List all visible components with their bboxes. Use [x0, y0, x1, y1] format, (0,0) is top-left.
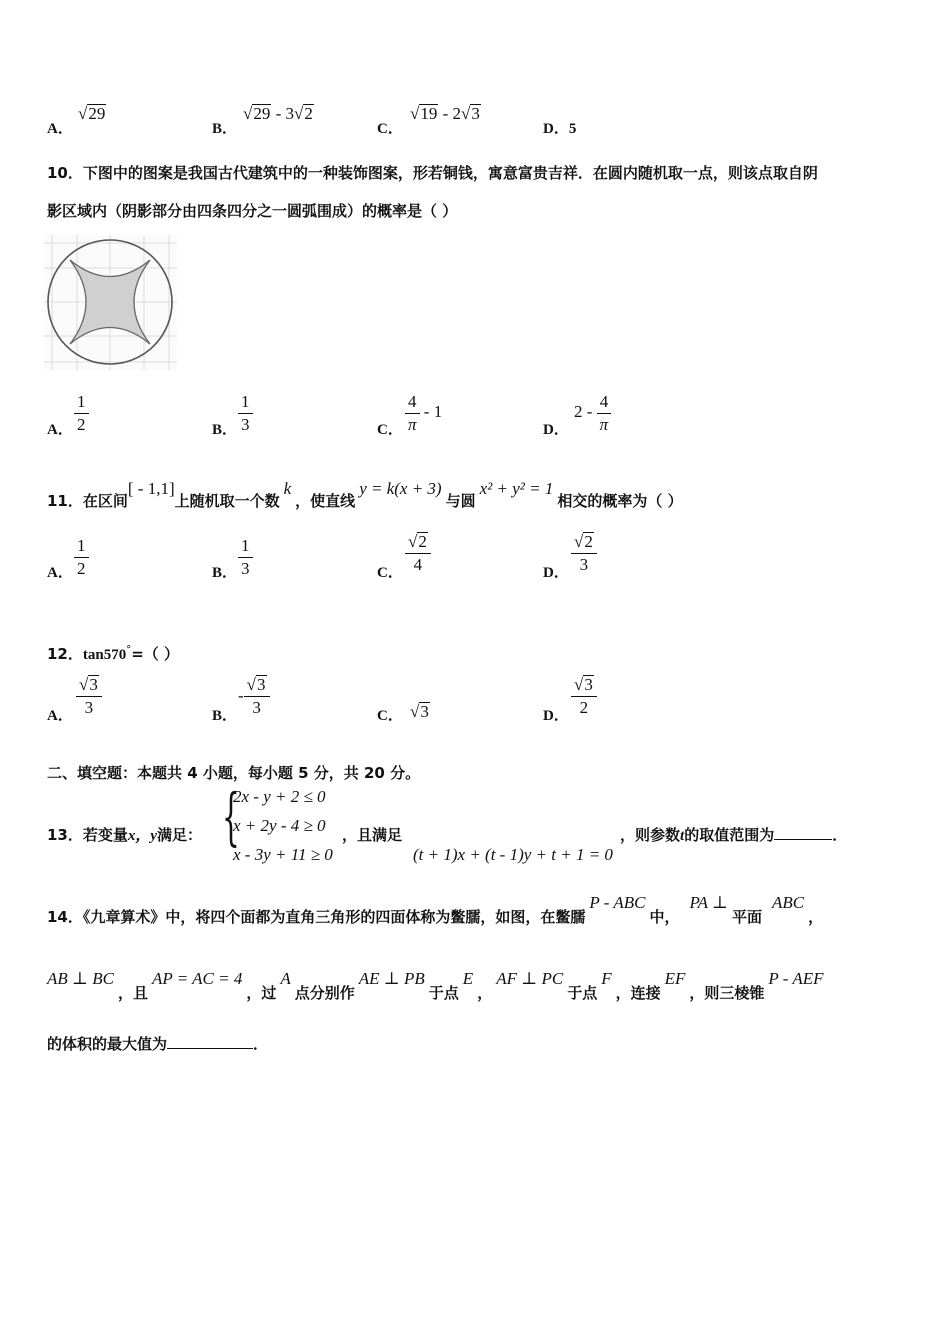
q14-text-1d: ，	[808, 908, 824, 926]
q13-prefix: 13．若变量x，y满足：	[47, 826, 203, 844]
q14-text-2g: ，连接	[615, 984, 661, 1002]
q14-text-1c: 平面	[731, 908, 762, 926]
q12-option-d-value: $\frac{√3}{2}$	[571, 675, 597, 717]
q11-option-c-value: $\frac{√2}{4}$	[405, 532, 431, 574]
q14-expr-ef: EF	[664, 969, 686, 988]
q14-text-2a: ，且	[117, 984, 148, 1002]
q11-question	[47, 478, 683, 508]
q11-mid3: 与圆	[445, 492, 476, 510]
q10-option-a-label: A．	[47, 422, 73, 438]
q14-text-2h: ，则三棱锥	[689, 984, 765, 1002]
q13-comma-condition: ，且满足	[342, 826, 403, 844]
q14-answer-blank[interactable]	[167, 1036, 253, 1049]
q12-option-a-label: A．	[47, 708, 73, 724]
q14-line3: 的体积的最大值为 ．	[47, 1035, 269, 1053]
q10-option-b-value: $\frac{1}{3}$	[238, 392, 253, 434]
q14-line2	[47, 968, 828, 1002]
q11-option-d-value: $\frac{√2}{3}$	[571, 532, 597, 574]
q13-line-equation: (t + 1)x + (t - 1)y + t + 1 = 0	[413, 845, 613, 864]
q13-inequality-2: x + 2y - 4 ≥ 0	[233, 816, 326, 835]
q11-line-equation: y = k(x + 3)	[359, 479, 442, 498]
q13-var-t: t	[680, 828, 685, 844]
q14-expr-ab-bc: AB ⊥ BC	[47, 969, 114, 988]
q11-var-k: k	[283, 479, 292, 498]
q14-expr-ae-pb: AE ⊥ PB	[358, 969, 425, 988]
q9-option-b-value: √29 - 3√2	[243, 104, 313, 123]
q12-degree: °	[126, 644, 132, 656]
q13-inequality-3: x - 3y + 11 ≥ 0	[233, 845, 333, 864]
q14-expr-pabc: P - ABC	[589, 893, 646, 912]
q14-line1	[47, 892, 823, 926]
q11-option-d-label: D．	[543, 565, 569, 581]
q9-option-a-label: A．	[47, 121, 73, 137]
q13-vars: x，y	[127, 828, 158, 844]
q12-option-c-value: √3	[410, 702, 429, 721]
q13-mid: 满足：	[157, 826, 203, 844]
q14-expr-e: E	[462, 969, 474, 988]
q12-option-a-value: $\frac{√3}{3}$	[76, 675, 102, 717]
q13-inequality-1: 2x - y + 2 ≤ 0	[233, 787, 326, 806]
q11-option-b-value: $\frac{1}{3}$	[238, 536, 253, 578]
q14-expr-abc: ABC	[771, 893, 805, 912]
q9-option-c-label: C．	[377, 121, 403, 137]
q13-tail: ，则参数t的取值范围为 ．	[620, 826, 848, 844]
q14-expr-paef: P - AEF	[768, 969, 824, 988]
q12-function: tan570	[82, 647, 127, 663]
q12-question	[47, 643, 179, 664]
q14-text-1b: 中，	[649, 908, 680, 926]
q12-suffix: =（ ）	[131, 645, 180, 663]
q14-text-2f: 于点	[567, 984, 598, 1002]
q11-interval: [ - 1,1]	[127, 479, 175, 498]
q11-option-a-value: $\frac{1}{2}$	[74, 536, 89, 578]
q11-suffix: 相交的概率为（ ）	[557, 492, 683, 510]
q11-option-b-label: B．	[212, 565, 238, 581]
q10-option-b-label: B．	[212, 422, 238, 438]
q14-expr-af-pc: AF ⊥ PC	[496, 969, 564, 988]
q10-option-d-value: 2 - $\frac{4}{\pi}$	[574, 392, 611, 434]
section2-heading: 二、填空题：本题共 4 小题，每小题 5 分，共 20 分。	[47, 764, 421, 782]
q14-expr-ap-ac: AP = AC = 4	[152, 969, 243, 988]
q11-mid2: ，使直线	[295, 492, 356, 510]
q14-expr-f: F	[601, 969, 612, 988]
q10-text-line1: 10．下图中的图案是我国古代建筑中的一种装饰图案，形若铜钱，寓意富贵吉祥．在圆内随机取一点，则该点取自阴	[47, 164, 818, 182]
q10-text-line2: 影区域内（阴影部分由四条四分之一圆弧围成）的概率是（ ）	[47, 202, 458, 220]
q14-text-2e: ，	[477, 984, 493, 1002]
q11-circle-equation: x² + y² = 1	[479, 479, 554, 498]
q9-option-a-value: √29	[78, 104, 106, 123]
q11-mid1: 上随机取一个数	[174, 492, 280, 510]
q11-option-c-label: C．	[377, 565, 403, 581]
coin-pattern-figure	[44, 235, 177, 370]
q13-answer-blank[interactable]	[774, 827, 832, 840]
q10-option-a-value: $\frac{1}{2}$	[74, 392, 89, 434]
q10-option-d-label: D．	[543, 422, 569, 438]
q12-option-b-label: B．	[212, 708, 238, 724]
q10-option-c-label: C．	[377, 422, 403, 438]
q14-expr-pa-perp: PA ⊥	[689, 893, 728, 912]
q12-option-c-label: C．	[377, 708, 403, 724]
q9-option-d-label: D．5	[543, 121, 577, 137]
q12-option-d-label: D．	[543, 708, 569, 724]
q10-option-c-value: $\frac{4}{\pi}$ - 1	[405, 392, 442, 434]
q9-option-c-value: √19 - 2√3	[410, 104, 480, 123]
q12-prefix: 12．	[47, 645, 83, 663]
q14-text-2b: ，过	[246, 984, 277, 1002]
q14-text-2d: 于点	[428, 984, 459, 1002]
q14-text-2c: 点分别作	[294, 984, 355, 1002]
q9-option-d-value: 5	[568, 121, 577, 137]
q11-prefix: 11．在区间	[47, 492, 128, 510]
q13-system-brace: {	[222, 780, 240, 853]
q9-option-b-label: B．	[212, 121, 238, 137]
q14-text-1a: 14．《九章算术》中，将四个面都为直角三角形的四面体称为鳖臑，如图，在鳖臑	[47, 908, 586, 926]
q11-option-a-label: A．	[47, 565, 73, 581]
q14-expr-a: A	[280, 969, 291, 988]
q12-option-b-value: - $\frac{√3}{3}$	[238, 675, 270, 717]
